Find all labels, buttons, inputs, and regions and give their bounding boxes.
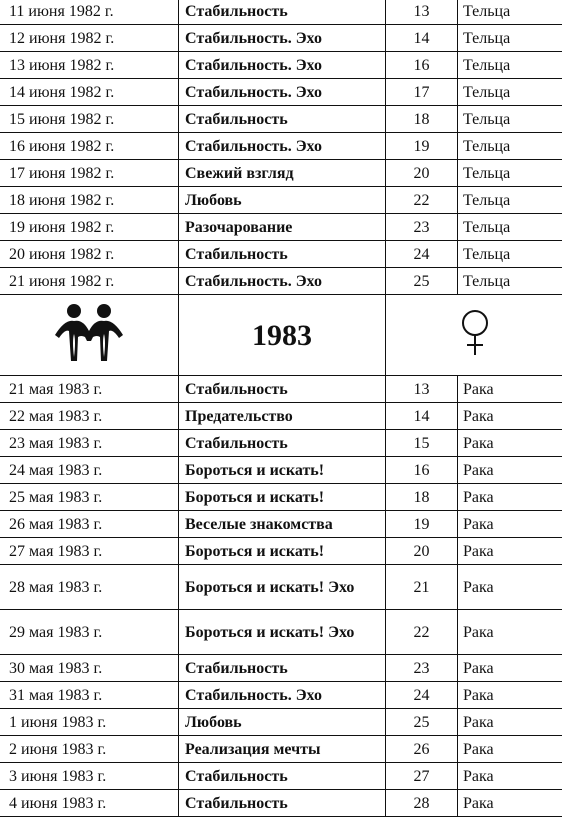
sign-cell: Рака — [458, 403, 562, 430]
number-cell: 13 — [386, 0, 458, 25]
sign-cell: Тельца — [458, 268, 562, 295]
table-row — [0, 268, 562, 295]
event-cell: Предательство — [179, 403, 386, 430]
gemini-icon-cell — [0, 295, 179, 376]
date-cell: 26 мая 1983 г. — [0, 511, 179, 538]
sign-cell: Рака — [458, 655, 562, 682]
date-cell: 19 июня 1982 г. — [0, 214, 179, 241]
table-row — [0, 187, 562, 214]
event-cell: Любовь — [179, 187, 386, 214]
number-cell: 14 — [386, 25, 458, 52]
year-row — [0, 295, 562, 376]
date-cell: 21 июня 1982 г. — [0, 268, 179, 295]
event-cell: Стабильность. Эхо — [179, 682, 386, 709]
table-row — [0, 241, 562, 268]
number-cell: 22 — [386, 187, 458, 214]
event-cell: Разочарование — [179, 214, 386, 241]
number-cell: 27 — [386, 763, 458, 790]
table-row — [0, 403, 562, 430]
table-row — [0, 790, 562, 817]
number-cell: 26 — [386, 736, 458, 763]
event-cell: Бороться и искать! Эхо — [179, 610, 386, 655]
event-cell: Стабильность. Эхо — [179, 52, 386, 79]
date-cell: 13 июня 1982 г. — [0, 52, 179, 79]
date-cell: 12 июня 1982 г. — [0, 25, 179, 52]
event-cell: Веселые знакомства — [179, 511, 386, 538]
number-cell: 20 — [386, 160, 458, 187]
number-cell: 23 — [386, 655, 458, 682]
event-cell: Стабильность — [179, 376, 386, 403]
event-cell: Стабильность — [179, 763, 386, 790]
sign-cell: Тельца — [458, 25, 562, 52]
table-row — [0, 484, 562, 511]
sign-cell: Рака — [458, 484, 562, 511]
number-cell: 28 — [386, 790, 458, 817]
sign-cell: Рака — [458, 457, 562, 484]
table-row — [0, 106, 562, 133]
date-cell: 17 июня 1982 г. — [0, 160, 179, 187]
number-cell: 19 — [386, 511, 458, 538]
table-row — [0, 538, 562, 565]
event-cell: Стабильность. Эхо — [179, 133, 386, 160]
table-row — [0, 763, 562, 790]
event-cell: Стабильность — [179, 790, 386, 817]
sign-cell: Тельца — [458, 241, 562, 268]
number-cell: 25 — [386, 268, 458, 295]
event-cell: Бороться и искать! — [179, 538, 386, 565]
number-cell: 22 — [386, 610, 458, 655]
sign-cell: Рака — [458, 376, 562, 403]
event-cell: Стабильность — [179, 430, 386, 457]
gemini-icon — [49, 301, 129, 365]
date-cell: 27 мая 1983 г. — [0, 538, 179, 565]
sign-cell: Рака — [458, 610, 562, 655]
event-cell: Стабильность — [179, 655, 386, 682]
sign-cell: Тельца — [458, 133, 562, 160]
number-cell: 24 — [386, 682, 458, 709]
event-cell: Бороться и искать! — [179, 484, 386, 511]
date-cell: 20 июня 1982 г. — [0, 241, 179, 268]
number-cell: 16 — [386, 52, 458, 79]
event-cell: Стабильность. Эхо — [179, 268, 386, 295]
sign-cell: Рака — [458, 736, 562, 763]
date-cell: 2 июня 1983 г. — [0, 736, 179, 763]
event-cell: Бороться и искать! Эхо — [179, 565, 386, 610]
date-cell: 1 июня 1983 г. — [0, 709, 179, 736]
table-row — [0, 511, 562, 538]
event-cell: Реализация мечты — [179, 736, 386, 763]
event-cell: Стабильность — [179, 241, 386, 268]
date-cell: 11 июня 1982 г. — [0, 0, 179, 25]
date-cell: 31 мая 1983 г. — [0, 682, 179, 709]
date-cell: 22 мая 1983 г. — [0, 403, 179, 430]
year-label: 1983 — [179, 295, 386, 376]
sign-cell: Рака — [458, 709, 562, 736]
date-cell: 15 июня 1982 г. — [0, 106, 179, 133]
table-row — [0, 736, 562, 763]
number-cell: 21 — [386, 565, 458, 610]
number-cell: 24 — [386, 241, 458, 268]
event-cell: Свежий взгляд — [179, 160, 386, 187]
table-row — [0, 25, 562, 52]
sign-cell: Тельца — [458, 0, 562, 25]
sign-cell: Рака — [458, 430, 562, 457]
date-cell: 3 июня 1983 г. — [0, 763, 179, 790]
date-cell: 30 мая 1983 г. — [0, 655, 179, 682]
event-cell: Стабильность. Эхо — [179, 79, 386, 106]
date-cell: 29 мая 1983 г. — [0, 610, 179, 655]
event-cell: Стабильность — [179, 106, 386, 133]
sign-cell: Тельца — [458, 106, 562, 133]
number-cell: 19 — [386, 133, 458, 160]
table-row — [0, 709, 562, 736]
event-cell: Стабильность. Эхо — [179, 25, 386, 52]
venus-icon — [455, 307, 495, 359]
sign-cell: Рака — [458, 538, 562, 565]
sign-cell: Тельца — [458, 79, 562, 106]
number-cell: 18 — [386, 484, 458, 511]
date-cell: 18 июня 1982 г. — [0, 187, 179, 214]
number-cell: 23 — [386, 214, 458, 241]
event-cell: Стабильность — [179, 0, 386, 25]
number-cell: 25 — [386, 709, 458, 736]
number-cell: 18 — [386, 106, 458, 133]
sign-cell: Рака — [458, 511, 562, 538]
number-cell: 13 — [386, 376, 458, 403]
table-row — [0, 610, 562, 655]
table-row — [0, 457, 562, 484]
table-row — [0, 0, 562, 25]
event-cell: Бороться и искать! — [179, 457, 386, 484]
table-row — [0, 682, 562, 709]
sign-cell: Рака — [458, 790, 562, 817]
date-cell: 4 июня 1983 г. — [0, 790, 179, 817]
table-row — [0, 376, 562, 403]
table-row — [0, 565, 562, 610]
number-cell: 17 — [386, 79, 458, 106]
date-cell: 28 мая 1983 г. — [0, 565, 179, 610]
table-row — [0, 214, 562, 241]
date-cell: 25 мая 1983 г. — [0, 484, 179, 511]
sign-cell: Рака — [458, 682, 562, 709]
sign-cell: Тельца — [458, 52, 562, 79]
sign-cell: Тельца — [458, 160, 562, 187]
venus-icon-cell — [386, 295, 562, 376]
date-cell: 21 мая 1983 г. — [0, 376, 179, 403]
table-row — [0, 430, 562, 457]
table-row — [0, 655, 562, 682]
number-cell: 14 — [386, 403, 458, 430]
event-cell: Любовь — [179, 709, 386, 736]
number-cell: 20 — [386, 538, 458, 565]
table-row — [0, 79, 562, 106]
sign-cell: Рака — [458, 565, 562, 610]
table-row — [0, 160, 562, 187]
date-cell: 24 мая 1983 г. — [0, 457, 179, 484]
number-cell: 15 — [386, 430, 458, 457]
table-row — [0, 52, 562, 79]
table-row — [0, 133, 562, 160]
sign-cell: Тельца — [458, 187, 562, 214]
sign-cell: Рака — [458, 763, 562, 790]
date-cell: 16 июня 1982 г. — [0, 133, 179, 160]
date-cell: 23 мая 1983 г. — [0, 430, 179, 457]
date-cell: 14 июня 1982 г. — [0, 79, 179, 106]
number-cell: 16 — [386, 457, 458, 484]
sign-cell: Тельца — [458, 214, 562, 241]
